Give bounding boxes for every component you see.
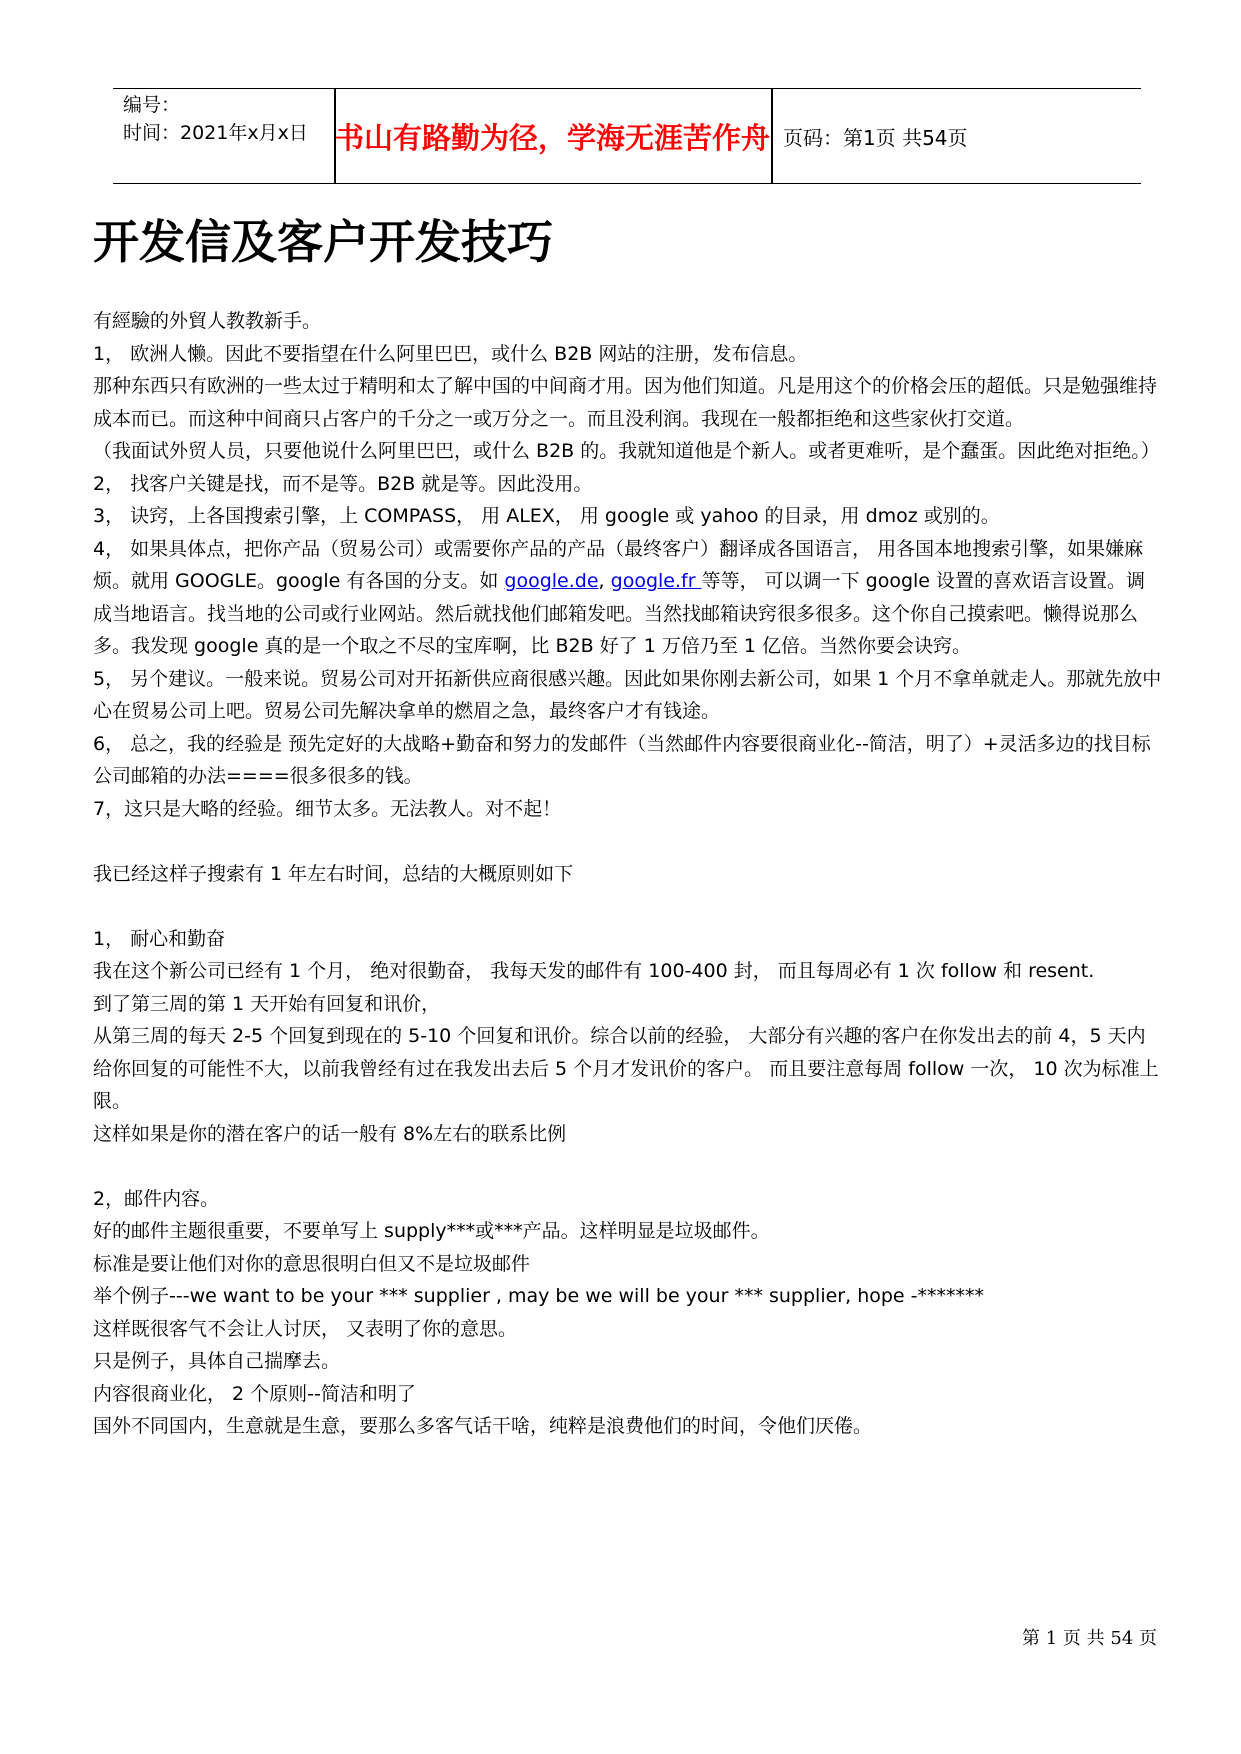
paragraph-text: 4， 如果具体点，把你产品（贸易公司）或需要你产品的产品（最终客户）翻译成各国语言， 用各国本地搜索引擎，如果嫌麻烦。就用 GOOGLE。google 有各国的分支。如	[93, 537, 1144, 592]
paragraph: 我已经这样子搜索有 1 年左右时间，总结的大概原则如下	[93, 862, 574, 885]
header-motto: 书山有路勤为径，学海无涯苦作舟	[334, 120, 770, 155]
google-de-link[interactable]: google.de	[504, 570, 599, 592]
blank-line	[93, 825, 1163, 858]
paragraph: （我面试外贸人员，只要他说什么阿里巴巴，或什么 B2B 的。我就知道他是个新人。或者更难听，是个蠢蛋。因此绝对拒绝。）	[93, 440, 1160, 462]
google-fr-link[interactable]: google.fr	[610, 570, 702, 592]
paragraph: 有經驗的外貿人教教新手。	[93, 310, 322, 332]
number-label: 编号：	[123, 94, 181, 116]
link-separator: ,	[598, 570, 611, 592]
paragraph: 5， 另个建议。一般来说。贸易公司对开拓新供应商很感兴趣。因此如果你刚去新公司，如果 1 个月不拿单就走人。那就先放中心在贸易公司上吧。贸易公司先解决拿单的燃眉之急，最终客户才有钱途。	[93, 667, 1162, 722]
paragraph: 举个例子---we want to be your *** supplier , may be we will be your *** supplier, hope -*******	[93, 1285, 985, 1307]
blank-line	[93, 890, 1163, 923]
blank-line	[93, 1150, 1163, 1183]
paragraph: 1， 欧洲人懒。因此不要指望在什么阿里巴巴，或什么 B2B 网站的注册，发布信息。	[93, 342, 808, 365]
paragraph: 这样既很客气不会让人讨厌， 又表明了你的意思。	[93, 1317, 518, 1340]
document-header	[113, 88, 1141, 184]
paragraph: 2， 找客户关键是找，而不是等。B2B 就是等。因此没用。	[93, 472, 593, 495]
paragraph: 2，邮件内容。	[93, 1187, 220, 1210]
paragraph: 从第三周的每天 2-5 个回复到现在的 5-10 个回复和讯价。综合以前的经验， 大部分有兴趣的客户在你发出去的前 4，5 天内给你回复的可能性不大，以前我曾经有过在我发出去后 5 个月才发讯价的客户。 而且要注意每周 follow 一次， 10 次为标准上限。	[93, 1025, 1159, 1112]
paragraph: 6， 总之，我的经验是 预先定好的大战略+勤奋和努力的发邮件（当然邮件内容要很商业化--简洁，明了）+灵活多边的找目标公司邮箱的办法====很多很多的钱。	[93, 732, 1151, 787]
paragraph: 7，这只是大略的经验。细节太多。无法教人。对不起！	[93, 797, 562, 820]
paragraph: 1， 耐心和勤奋	[93, 927, 226, 950]
document-title: 开发信及客户开发技巧	[93, 215, 553, 269]
paragraph: 那种东西只有欧洲的一些太过于精明和太了解中国的中间商才用。因为他们知道。凡是用这个的价格会压的超低。只是勉强维持成本而已。而这种中间商只占客户的千分之一或万分之一。而且没利润。我现在一般都拒绝和这些家伙打交道。	[93, 375, 1158, 430]
header-divider	[771, 89, 773, 183]
paragraph-text: 等等， 可以调一下 google 设置的喜欢语言设置。调成当地语言。找当地的公司或行业网站。然后就找他们邮箱发吧。当然找邮箱诀窍很多很多。这个你自己摸索吧。懒得说那么多。我发现 google 真的是一个取之不尽的宝库啊，比 B2B 好了 1 万倍乃至 1 亿倍。当然你要会诀窍。	[93, 570, 1146, 657]
paragraph: 标准是要让他们对你的意思很明白但又不是垃圾邮件	[93, 1252, 531, 1275]
paragraph: 国外不同国内，生意就是生意，要那么多客气话干啥，纯粹是浪费他们的时间，令他们厌倦。	[93, 1415, 873, 1437]
paragraph: 只是例子，具体自己揣摩去。	[93, 1350, 341, 1372]
header-page-label: 页码：第1页 共54页	[783, 125, 968, 150]
document-body	[93, 305, 1163, 1443]
page-footer: 第 1 页 共 54 页	[1022, 1628, 1157, 1649]
paragraph: 好的邮件主题很重要，不要单写上 supply***或***产品。这样明显是垃圾邮件。	[93, 1220, 770, 1242]
paragraph-with-links	[93, 533, 1163, 663]
paragraph: 我在这个新公司已经有 1 个月， 绝对很勤奋， 我每天发的邮件有 100-400 封， 而且每周必有 1 次 follow 和 resent.	[93, 960, 1095, 982]
time-label: 时间：2021年x月x日	[123, 122, 308, 144]
paragraph: 这样如果是你的潜在客户的话一般有 8%左右的联系比例	[93, 1122, 567, 1145]
paragraph: 内容很商业化， 2 个原则--简洁和明了	[93, 1382, 416, 1405]
paragraph: 3， 诀窍，上各国搜索引擎，上 COMPASS， 用 ALEX， 用 google 或 yahoo 的目录，用 dmoz 或别的。	[93, 505, 1000, 527]
paragraph: 到了第三周的第 1 天开始有回复和讯价，	[93, 992, 441, 1015]
